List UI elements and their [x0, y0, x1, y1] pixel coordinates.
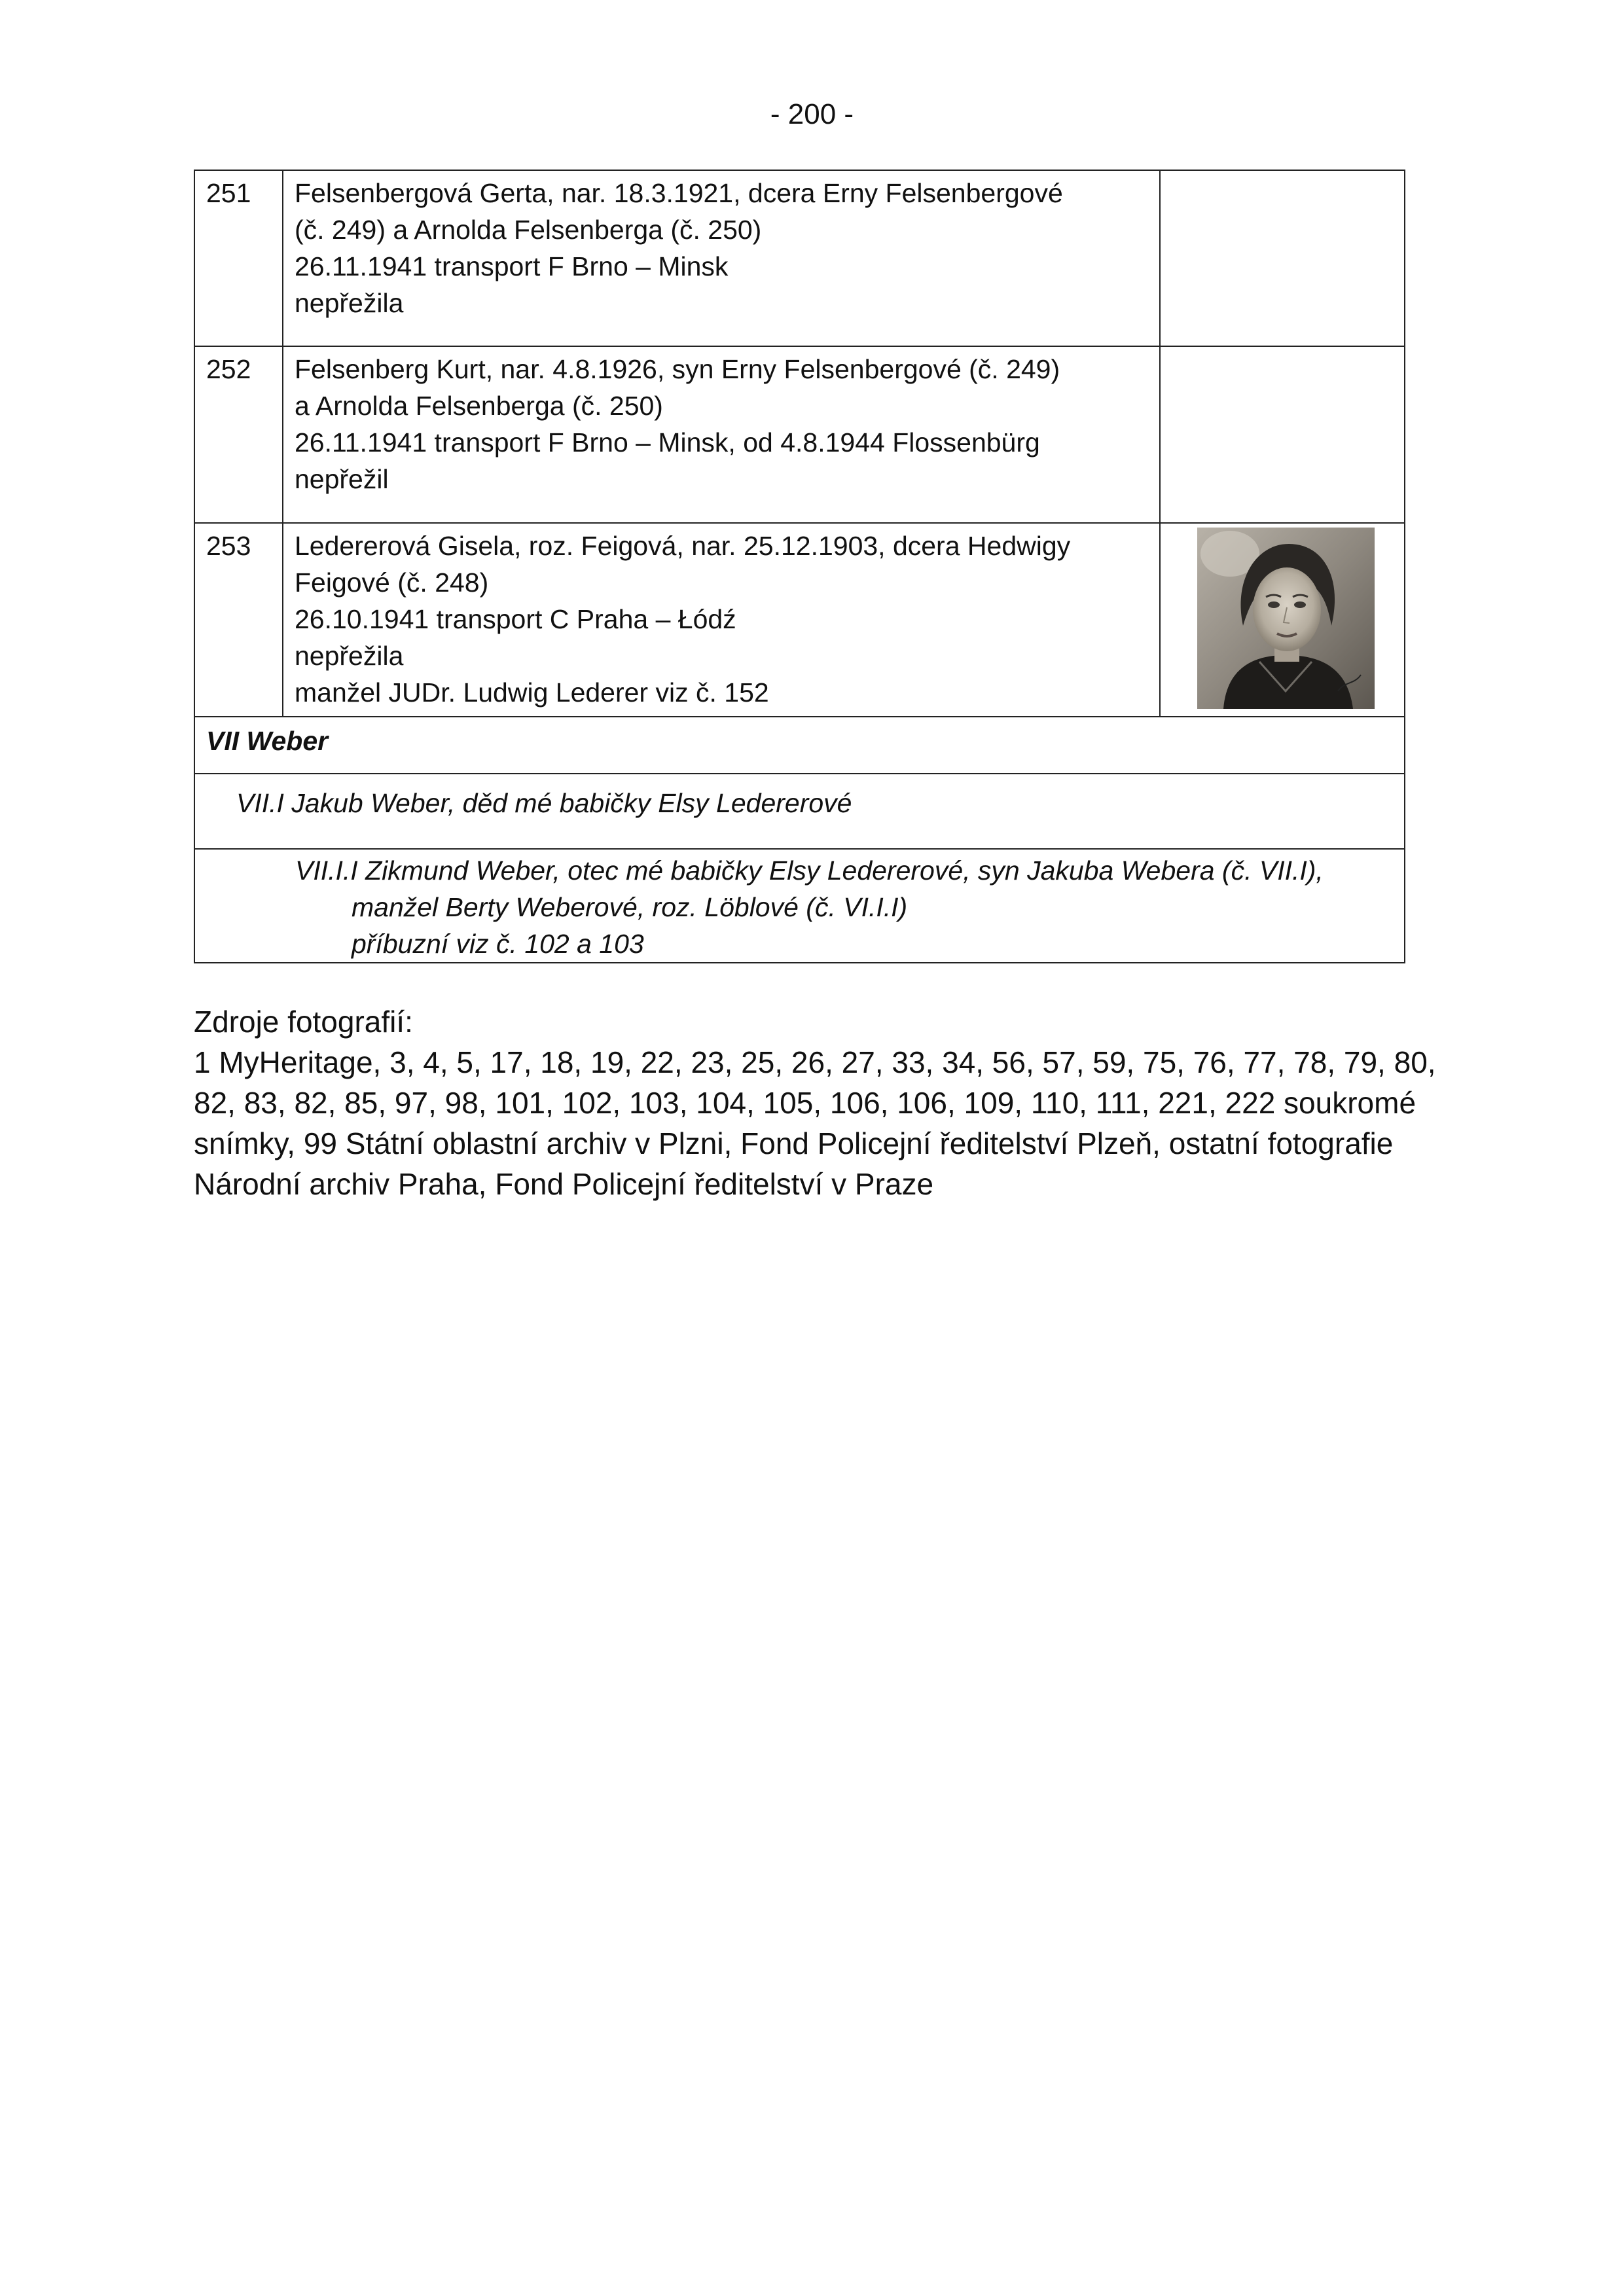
record-line: 26.11.1941 transport F Brno – Minsk — [295, 251, 729, 281]
record-description — [283, 346, 1160, 523]
record-row-252 — [194, 346, 1405, 523]
record-number: 253 — [194, 523, 283, 717]
record-photo-cell — [1160, 523, 1405, 717]
section-heading-vii: VII Weber — [194, 717, 1405, 774]
section-heading-vii-i: VII.I Jakub Weber, děd mé babičky Elsy Ledererové — [194, 774, 1405, 849]
section-line: manžel Berty Weberové, roz. Löblové (č. VI.I.I) — [352, 892, 908, 922]
record-line: a Arnolda Felsenberga (č. 250) — [295, 391, 663, 421]
portrait-photo — [1197, 528, 1375, 709]
sources-line: 1 MyHeritage, 3, 4, 5, 17, 18, 19, 22, 23, 25, 26, 27, 33, 34, 56, 57, 59, 75, 76, 77, 78, 79, 80, — [194, 1045, 1436, 1079]
section-row-vii — [194, 717, 1405, 774]
section-row-vii-i — [194, 774, 1405, 849]
record-description — [283, 170, 1160, 346]
sources-line: snímky, 99 Státní oblastní archiv v Plzni, Fond Policejní ředitelství Plzeň, ostatní fotografie — [194, 1126, 1394, 1160]
section-line: příbuzní viz č. 102 a 103 — [352, 929, 644, 959]
record-number: 252 — [194, 346, 283, 523]
record-row-253 — [194, 523, 1405, 717]
record-line: Feigové (č. 248) — [295, 567, 489, 598]
record-description — [283, 523, 1160, 717]
record-line: manžel JUDr. Ludwig Lederer viz č. 152 — [295, 677, 769, 708]
record-line: 26.10.1941 transport C Praha – Łódź — [295, 604, 736, 634]
record-number: 251 — [194, 170, 283, 346]
sources-line: Národní archiv Praha, Fond Policejní ředitelství v Praze — [194, 1167, 934, 1201]
record-line: 26.11.1941 transport F Brno – Minsk, od 4.8.1944 Flossenbürg — [295, 427, 1040, 457]
record-photo-cell — [1160, 170, 1405, 346]
records-table — [194, 170, 1405, 963]
record-line: (č. 249) a Arnolda Felsenberga (č. 250) — [295, 215, 762, 245]
section-row-vii-i-i — [194, 849, 1405, 963]
record-line: Ledererová Gisela, roz. Feigová, nar. 25.12.1903, dcera Hedwigy — [295, 531, 1071, 561]
record-line: nepřežila — [295, 288, 404, 318]
section-entry-vii-i-i — [194, 849, 1405, 963]
record-line: Felsenberg Kurt, nar. 4.8.1926, syn Erny Felsenbergové (č. 249) — [295, 354, 1060, 384]
record-photo-cell — [1160, 346, 1405, 523]
record-line: nepřežil — [295, 464, 389, 494]
sources-line: 82, 83, 82, 85, 97, 98, 101, 102, 103, 104, 105, 106, 106, 109, 110, 111, 221, 222 soukromé — [194, 1086, 1416, 1120]
record-line: Felsenbergová Gerta, nar. 18.3.1921, dcera Erny Felsenbergové — [295, 178, 1063, 208]
page-number: - 200 - — [770, 98, 854, 130]
record-line: nepřežila — [295, 641, 404, 671]
section-line: VII.I.I Zikmund Weber, otec mé babičky Elsy Ledererové, syn Jakuba Webera (č. VII.I), — [295, 855, 1324, 886]
record-row-251 — [194, 170, 1405, 346]
photo-sources — [194, 1001, 1437, 1204]
sources-heading: Zdroje fotografií: — [194, 1005, 413, 1039]
